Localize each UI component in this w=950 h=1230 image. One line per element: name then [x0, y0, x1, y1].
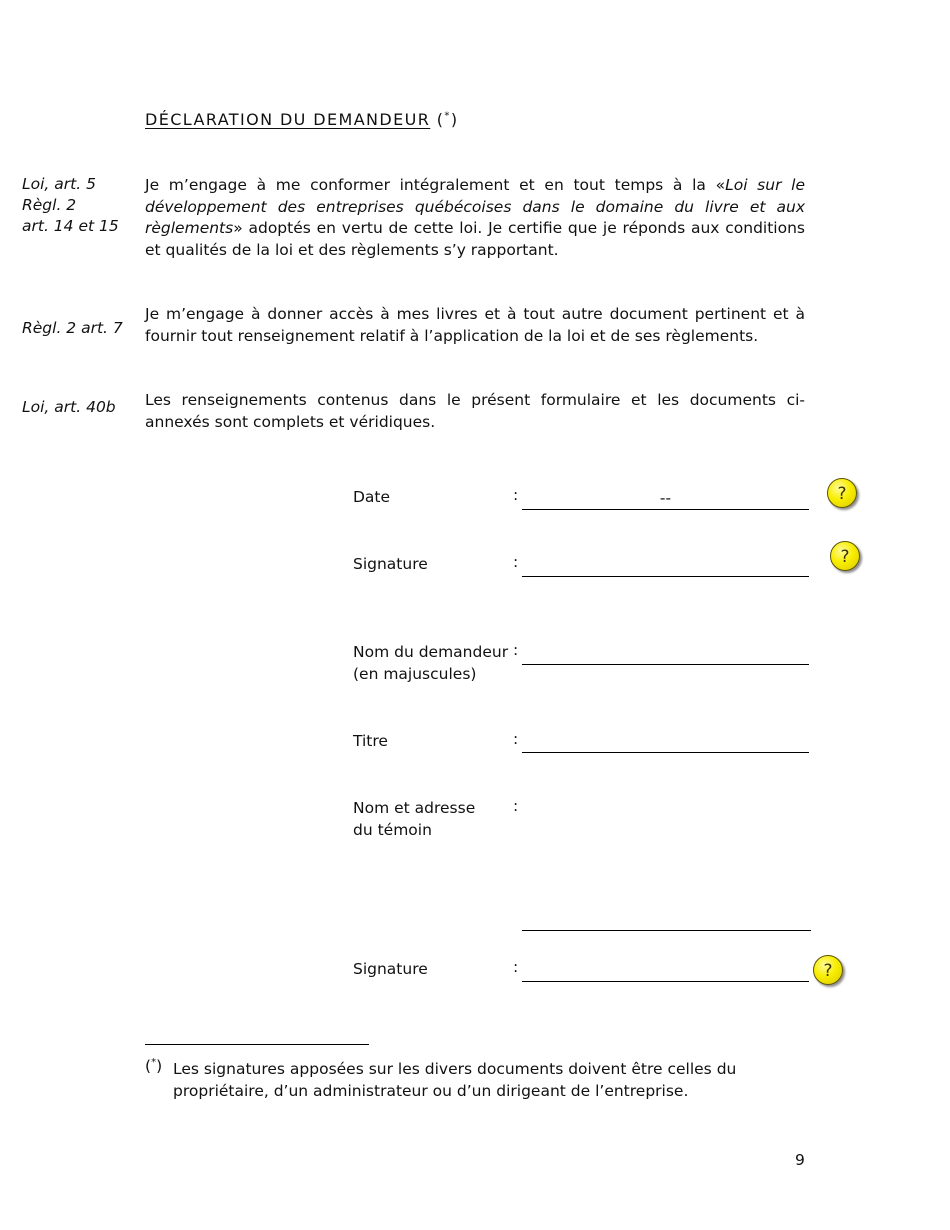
svg-text:?: ? — [823, 961, 833, 981]
page-number: 9 — [795, 1151, 805, 1169]
applicant-name-colon: : — [513, 641, 519, 659]
witness-field[interactable] — [522, 930, 811, 931]
margin-reference-2: Règl. 2 art. 7 — [22, 319, 123, 337]
date-label: Date — [353, 488, 391, 506]
help-question-icon[interactable] — [813, 955, 843, 985]
signature-colon: : — [513, 553, 519, 571]
applicant-name-label: Nom du demandeur (en majuscules) — [353, 643, 509, 683]
margin-reference-1: Loi, art. 5 Règl. 2 art. 14 et 15 — [22, 175, 119, 235]
help-question-icon[interactable] — [827, 478, 857, 508]
footnote-divider — [145, 1044, 369, 1045]
applicant-name-field[interactable] — [522, 664, 809, 665]
witness-signature-label: Signature — [353, 960, 428, 978]
date-value: -- — [659, 489, 672, 507]
margin-reference-3: Loi, art. 40b — [22, 398, 116, 416]
title-colon: : — [513, 730, 519, 748]
law-title: Loi sur le développement des entreprises québécoises dans le domaine du livre et aux règlements — [145, 176, 805, 237]
signature-label: Signature — [353, 555, 428, 573]
signature-field[interactable] — [522, 576, 809, 577]
title-heading: DÉCLARATION DU DEMANDEUR — [145, 110, 431, 129]
footnote-text: Les signatures apposées sur les divers documents doivent être celles du propriétaire, d’un administrateur ou d’un dirigeant de l’entreprise. — [173, 1060, 737, 1100]
date-colon: : — [513, 486, 519, 504]
witness-label: Nom et adresse du témoin — [353, 799, 476, 839]
paragraph-accuracy: Les renseignements contenus dans le présent formulaire et les documents ci-annexés sont complets et véridiques. — [145, 391, 805, 431]
svg-text:?: ? — [840, 547, 850, 567]
page-title: DÉCLARATION DU DEMANDEUR (*) — [145, 110, 459, 129]
title-label: Titre — [353, 732, 388, 750]
paragraph-access: Je m’engage à donner accès à mes livres et à tout autre document pertinent et à fournir tout renseignement relatif à l’application de la loi et de ses règlements. — [145, 305, 805, 345]
witness-signature-colon: : — [513, 958, 519, 976]
title-field[interactable] — [522, 752, 809, 753]
svg-text:?: ? — [837, 484, 847, 504]
footnote-mark: (*) — [145, 1057, 163, 1076]
footnote-reference: * — [444, 110, 451, 122]
witness-signature-field[interactable] — [522, 981, 809, 982]
date-field[interactable] — [522, 509, 809, 510]
help-question-icon[interactable] — [830, 541, 860, 571]
paragraph-commitment: Je m’engage à me conformer intégralement et en tout temps à la «Loi sur le développement des entreprises québécoises dans le domaine du livre et aux règlements» adoptés en vertu de cette loi. Je certifie que je réponds aux conditions et qualités de la loi et des règlements s’y rapportant. — [145, 176, 805, 259]
witness-colon: : — [513, 797, 519, 815]
